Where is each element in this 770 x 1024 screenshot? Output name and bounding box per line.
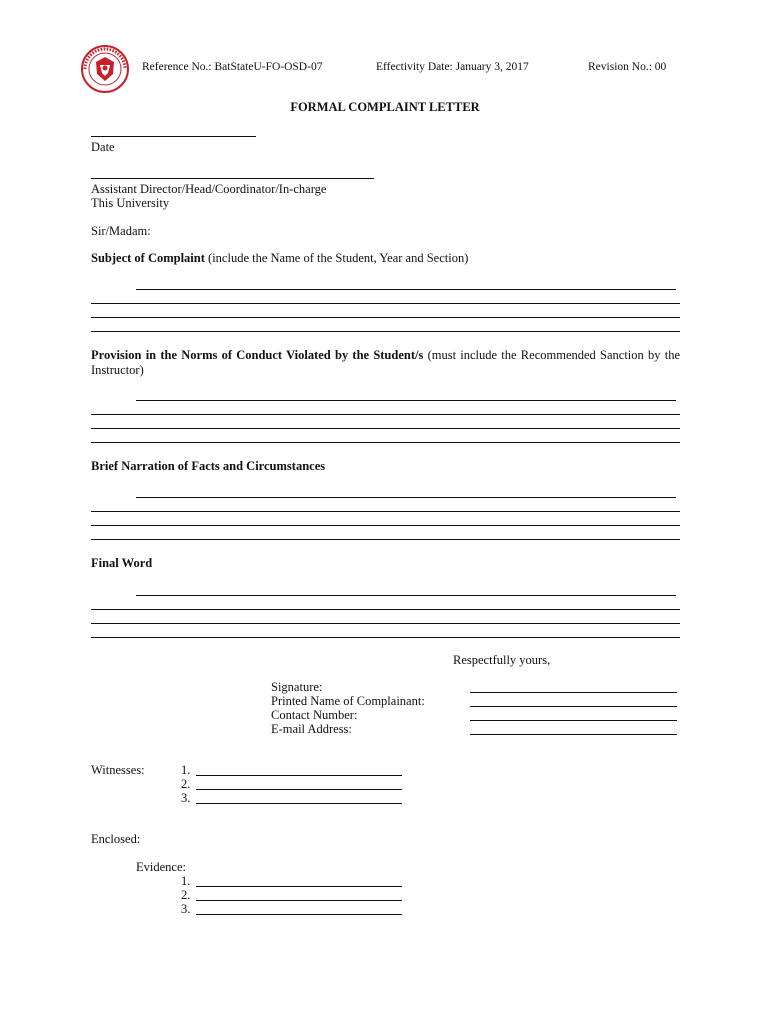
final-word-line-3: [91, 623, 680, 624]
university-seal-logo: [80, 44, 130, 94]
evidence-1-line: [196, 886, 402, 887]
document-title: FORMAL COMPLAINT LETTER: [290, 100, 480, 114]
final-word-line-2: [91, 609, 680, 610]
printed-name-line: [470, 706, 677, 707]
provision-line-4: [91, 442, 680, 443]
witness-2-line: [196, 789, 402, 790]
section-subject-heading: Subject of Complaint (include the Name of the Student, Year and Section): [91, 251, 469, 265]
witness-3-line: [196, 803, 402, 804]
evidence-2-line: [196, 900, 402, 901]
signature-line: [470, 692, 677, 693]
provision-line-3: [91, 428, 680, 429]
witnesses-label: Witnesses:: [91, 763, 145, 777]
section-provision-heading: Provision in the Norms of Conduct Violated by the Student/s (must include the Recommended Sanction by the Instructor): [91, 348, 680, 377]
subject-line-2: [91, 303, 680, 304]
final-word-line-1: [136, 595, 676, 596]
evidence-3-number: 3.: [181, 902, 191, 916]
closing: Respectfully yours,: [453, 653, 551, 667]
witness-1-number: 1.: [181, 763, 191, 777]
contact-number-label: Contact Number:: [271, 708, 358, 722]
recipient-position: Assistant Director/Head/Coordinator/In-charge: [91, 182, 327, 196]
narration-line-3: [91, 525, 680, 526]
effectivity-date: Effectivity Date: January 3, 2017: [376, 61, 529, 73]
revision-number: Revision No.: 00: [588, 61, 667, 73]
date-blank-line: [91, 136, 256, 137]
evidence-label: Evidence:: [136, 860, 186, 874]
section-narration-heading: Brief Narration of Facts and Circumstances: [91, 459, 326, 473]
signature-label: Signature:: [271, 680, 323, 694]
date-label: Date: [91, 140, 115, 154]
salutation: Sir/Madam:: [91, 224, 151, 238]
final-word-line-4: [91, 637, 680, 638]
printed-name-label: Printed Name of Complainant:: [271, 694, 425, 708]
subject-line-1: [136, 289, 676, 290]
section-final-word-heading: Final Word: [91, 556, 153, 570]
narration-line-4: [91, 539, 680, 540]
email-address-label: E-mail Address:: [271, 722, 352, 736]
witness-2-number: 2.: [181, 777, 191, 791]
evidence-2-number: 2.: [181, 888, 191, 902]
enclosed-label: Enclosed:: [91, 832, 141, 846]
recipient-office: This University: [91, 196, 170, 210]
witness-3-number: 3.: [181, 791, 191, 805]
evidence-3-line: [196, 914, 402, 915]
recipient-blank-line: [91, 178, 374, 179]
subject-line-4: [91, 331, 680, 332]
subject-line-3: [91, 317, 680, 318]
provision-line-1: [136, 400, 676, 401]
narration-line-1: [136, 497, 676, 498]
narration-line-2: [91, 511, 680, 512]
reference-number: Reference No.: BatStateU-FO-OSD-07: [142, 61, 323, 73]
contact-number-line: [470, 720, 677, 721]
witness-1-line: [196, 775, 402, 776]
email-address-line: [470, 734, 677, 735]
evidence-1-number: 1.: [181, 874, 191, 888]
provision-line-2: [91, 414, 680, 415]
